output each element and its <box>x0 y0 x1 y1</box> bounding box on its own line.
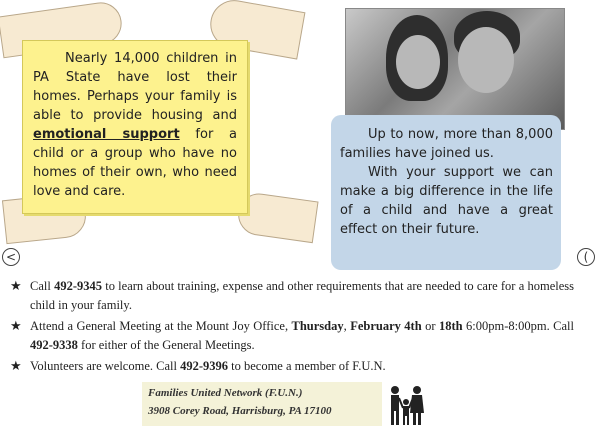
bullet-text: Attend a General Meeting at the Mount Joy Office, <box>30 319 292 333</box>
list-item <box>8 357 574 376</box>
next-button-label: ( <box>583 250 589 264</box>
bullet-text: to learn about training, expense and other requirements that are needed to care for a homeless child in your family. <box>30 279 575 312</box>
list-item <box>8 317 574 355</box>
star-icon: ★ <box>10 279 22 294</box>
photo-face-boy <box>458 27 514 93</box>
bullet-text: 6:00pm-8:00pm. Call <box>462 319 574 333</box>
next-button[interactable] <box>577 248 595 266</box>
bullet-text: Volunteers are welcome. Call <box>30 359 181 373</box>
star-icon: ★ <box>10 319 22 334</box>
meeting-day: Thursday <box>291 319 344 333</box>
card-paragraph-1: Up to now, more than 8,000 families have joined us. <box>340 127 553 161</box>
meeting-date: February 4th <box>350 319 422 333</box>
meeting-date: 18th <box>438 319 463 333</box>
phone-number: 492-9345 <box>54 279 102 293</box>
org-name: Families United Network (F.U.N.) <box>148 387 303 399</box>
bullet-text: for either of the General Meetings. <box>77 338 255 352</box>
bullet-text: Call <box>30 279 55 293</box>
list-item <box>8 277 574 315</box>
bullet-text: , <box>343 319 351 333</box>
bullet-text: or <box>421 319 439 333</box>
note-text-before: Nearly 14,000 children in PA State have lost their homes. Perhaps your family is able to provide housing and <box>33 51 237 123</box>
info-card <box>331 115 561 270</box>
children-photo <box>345 8 565 130</box>
prev-button-label: < <box>5 250 17 264</box>
phone-number: 492-9396 <box>180 359 228 373</box>
phone-number: 492-9338 <box>30 338 78 352</box>
family-logo-icon <box>386 382 426 428</box>
street-address: 3908 Corey Road, Harrisburg, PA 17100 <box>148 405 332 417</box>
note-emphasis: emotional support <box>33 127 180 142</box>
address-box <box>142 382 382 426</box>
bullet-list <box>8 277 574 378</box>
note-text-after: for a child or a group who have no homes of their own, who need love and care. <box>33 127 237 199</box>
prev-button[interactable] <box>2 248 20 266</box>
bullet-text: to become a member of F.U.N. <box>228 359 386 373</box>
sticky-note <box>22 40 248 214</box>
star-icon: ★ <box>10 359 22 374</box>
card-paragraph-2: With your support we can make a big difference in the life of a child and have a great effect on their future. <box>340 165 553 237</box>
photo-face-girl <box>396 35 440 89</box>
